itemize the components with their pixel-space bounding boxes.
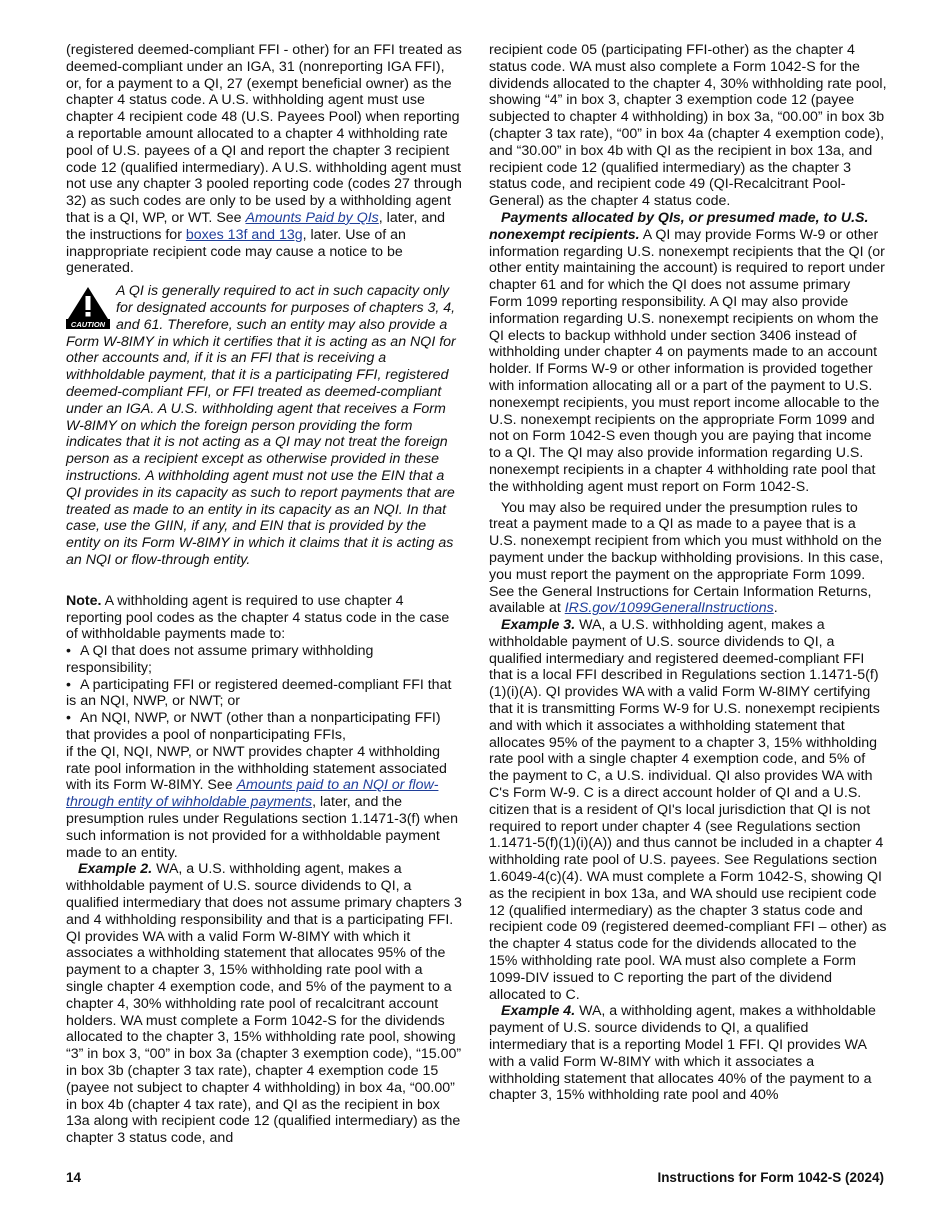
irs-1099-instructions-link[interactable]: IRS.gov/1099GeneralInstructions [564,600,774,617]
page-number: 14 [66,1170,82,1185]
presumption-paragraph: You may also be required under the presumption rules to treat a payment made to a QI as made to a payee that is a U.S. nonexempt recipient from which you must withhold on the payment under the backup withholding provisions. In this case, you must report the payment on the appropriate Form 1099. See the General Instructions for Certain Information Returns, available at IRS.gov/1099GeneralInstructions. [489,499,884,617]
caution-text: A QI is generally required to act in such capacity only for designated accounts for purposes of chapters 3, 4, and 61. Therefore, such an entity may also provide a Form W-8IMY in which it certifies that it is acting as an NQI for other accounts and, if it is an FFI that is receiving a withholdable payment, that it is a participating FFI, registered deemed-compliant FFI, or FFI treated as deemed-compliant under an IGA. A U.S. withholding agent that receives a Form W-8IMY on which the foreign person providing the form indicates that it is not acting as a QI may not treat the foreign person as a recipient except as otherwise provided in these instructions. A withholding agent must not use the EIN that a QI provides in its capacity as such to report payments that are treated as made to an entity in its capacity as an NQI. In that case, use the GIIN, if any, and EIN that is provided by the entity on its Form W-8IMY in which it claims that it is acting as an NQI or flow-through entity. [66,283,456,568]
payments-allocated-paragraph: Payments allocated by QIs, or presumed made, to U.S. nonexempt recipients. A QI may provide Forms W-9 or other information regarding U.S. nonexempt recipients that the QI (or other entity maintaining the account) is required to report under chapter 61 and for which the QI does not assume primary Form 1099 reporting responsibility. A QI may also provide information regarding U.S. nonexempt recipients on whom the QI elects to backup withhold under section 3406 instead of withholding under chapter 4 on payments made to an account holder. If Forms W-9 or other information is provided together with information allocating all or a part of the payment to U.S. nonexempt recipients, you must report income allocable to the U.S. nonexempt recipients on the appropriate Form 1099 and not on Form 1042-S even though you are paying that income to a QI. The QI may also provide information regarding U.S. nonexempt recipients in a chapter 4 withholding rate pool that the withholding agent must report on Form 1042-S. [489,209,885,495]
amounts-paid-by-qis-link[interactable]: Amounts Paid by QIs [245,209,379,226]
bullet-item: • A QI that does not assume primary withholding responsibility; [66,643,374,676]
example-2-paragraph: Example 2. WA, a U.S. withholding agent, makes a withholdable payment of U.S. source dividends to QI, a qualified intermediary that does not assume primary chapters 3 and 4 withholding responsibility and that is a participating FFI. QI provides WA with a valid Form W-8IMY with which it associates a withholding statement that allocates 95% of the payment to a chapter 3, 15% withholding rate pool with a single chapter 4 exemption code, and 5% of the payment to a chapter 4, 30% withholding rate pool of recalcitrant account holders. WA must complete a Form 1042-S for the dividends allocated to the chapter 3, 15% withholding rate pool, showing “3” in box 3, “00” in box 3a (chapter 3 exemption code), “15.00” in box 3b (chapter 3 tax rate), chapter 4 exemption code 15 (payee not subject to chapter 4 withholding) in box 4a, “00.00” in box 4b (chapter 4 tax rate), and QI as the recipient in box 13a along with recipient code 12 (qualified intermediary) as the chapter 3 status code, and [66,861,462,1147]
bullet-item: • An NQI, NWP, or NWT (other than a nonparticipating FFI) that provides a pool of nonparticipating FFIs, [66,710,441,744]
example-4-paragraph: Example 4. WA, a withholding agent, makes a withholdable payment of U.S. source dividends to QI, a qualified intermediary that is a reporting Model 1 FFI. QI provides WA with a valid Form W-8IMY with which it associates a withholding statement that allocates 40% of the payment to a chapter 3, 15% withholding rate pool and 40% [489,1003,876,1104]
amounts-paid-nqi-link[interactable]: Amounts paid to an NQI or flow-through entity of wihholdable payments [66,777,439,811]
intro-paragraph: (registered deemed-compliant FFI - other) for an FFI treated as deemed-compliant under an IGA, 31 (nonreporting IGA FFI), or, for a payment to a QI, 27 (exempt beneficial owner) as the chapter 4 status code. A U.S. withholding agent must use chapter 4 recipient code 48 (U.S. Payees Pool) when reporting a reportable amount allocated to a chapter 4 withholding rate pool of U.S. payees of a QI and report the chapter 3 recipient code 12 (qualified intermediary). A U.S. withholding agent must not use any chapter 3 pooled reporting code (codes 27 through 32) as such codes are only to be used by a withholding agent that is a QI, WP, or WT. See Amounts Paid by QIs, later, and the instructions for boxes 13f and 13g, later. Use of an inappropriate recipient code may cause a notice to be generated. [66,42,462,277]
form-title-footer: Instructions for Form 1042-S (2024) [657,1170,884,1185]
caution-box [66,283,462,569]
example-3-paragraph: Example 3. WA, a U.S. withholding agent, makes a withholdable payment of U.S. source dividends to QI, a qualified intermediary and registered deemed-compliant FFI that is a local FFI described in Regulations section 1.1471-5(f)(1)(i)(A). QI provides WA with a valid Form W-8IMY certifying that it is transmitting Forms W-9 for U.S. nonexempt recipients and with which it associates a withholding statement that allocates 95% of the payment to a chapter 3, 15% withholding rate pool with a single chapter 4 exemption code, and 5% of the payment to C, a U.S. individual. QI also provides WA with C's Form W-9. C is a direct account holder of QI and a U.S. citizen that is a resident of QI's local jurisdiction that QI is not required to report under chapter 4 (see Regulations section 1.1471-5(f)(1)(i)(A)) and thus cannot be included in a chapter 4 withholding rate pool of U.S. payees. See Regulations section 1.6049-4(c)(4). WA must complete a Form 1042-S, showing QI as the recipient in box 13a, and WA should use recipient code 12 (qualified intermediary) as the chapter 3 status code and recipient code 09 (registered deemed-compliant FFI – other) as the chapter 4 status code for the dividends allocated to the 15% withholding rate pool. WA must also complete a Form 1099-DIV issued to C reporting the part of the dividend allocated to C. [489,617,887,1003]
caution-icon [66,285,110,329]
right-column [489,42,887,1104]
bullet-item: • A participating FFI or registered deemed-compliant FFI that is an NQI, NWP, or NWT; or [66,676,452,710]
note-continuation: if the QI, NQI, NWP, or NWT provides chapter 4 withholding rate pool information in the withholding statement associated with its Form W-8IMY. See Amounts paid to an NQI or flow-through entity of wihholdable payments, later, and the presumption rules under Regulations section 1.1471-3(f) when such information is not provided for a withholdable payment made to an entity. [66,743,458,861]
left-column [66,42,462,1147]
boxes-13f-13g-link[interactable]: boxes 13f and 13g [185,226,303,243]
example-2-continuation: recipient code 05 (participating FFI-other) as the chapter 4 status code. WA must also complete a Form 1042-S for the dividends allocated to the chapter 4, 30% withholding rate pool, showing “4” in box 3, chapter 3 exemption code 12 (payee subjected to chapter 4 withholding) in box 3a, “00.00” in box 3b (chapter 3 tax rate), “00” in box 4a (chapter 4 exemption code), and “30.00” in box 4b with QI as the recipient in box 13a, and recipient code 12 (qualified intermediary) as the chapter 3 status code, and recipient code 49 (QI-Recalcitrant Pool-General) as the chapter 4 status code. [489,42,887,210]
note-paragraph: Note. A withholding agent is required to use chapter 4 reporting pool codes as the chapter 4 status code in the case of withholdable payments made to: [66,592,450,643]
caution-label: CAUTION [70,320,106,330]
